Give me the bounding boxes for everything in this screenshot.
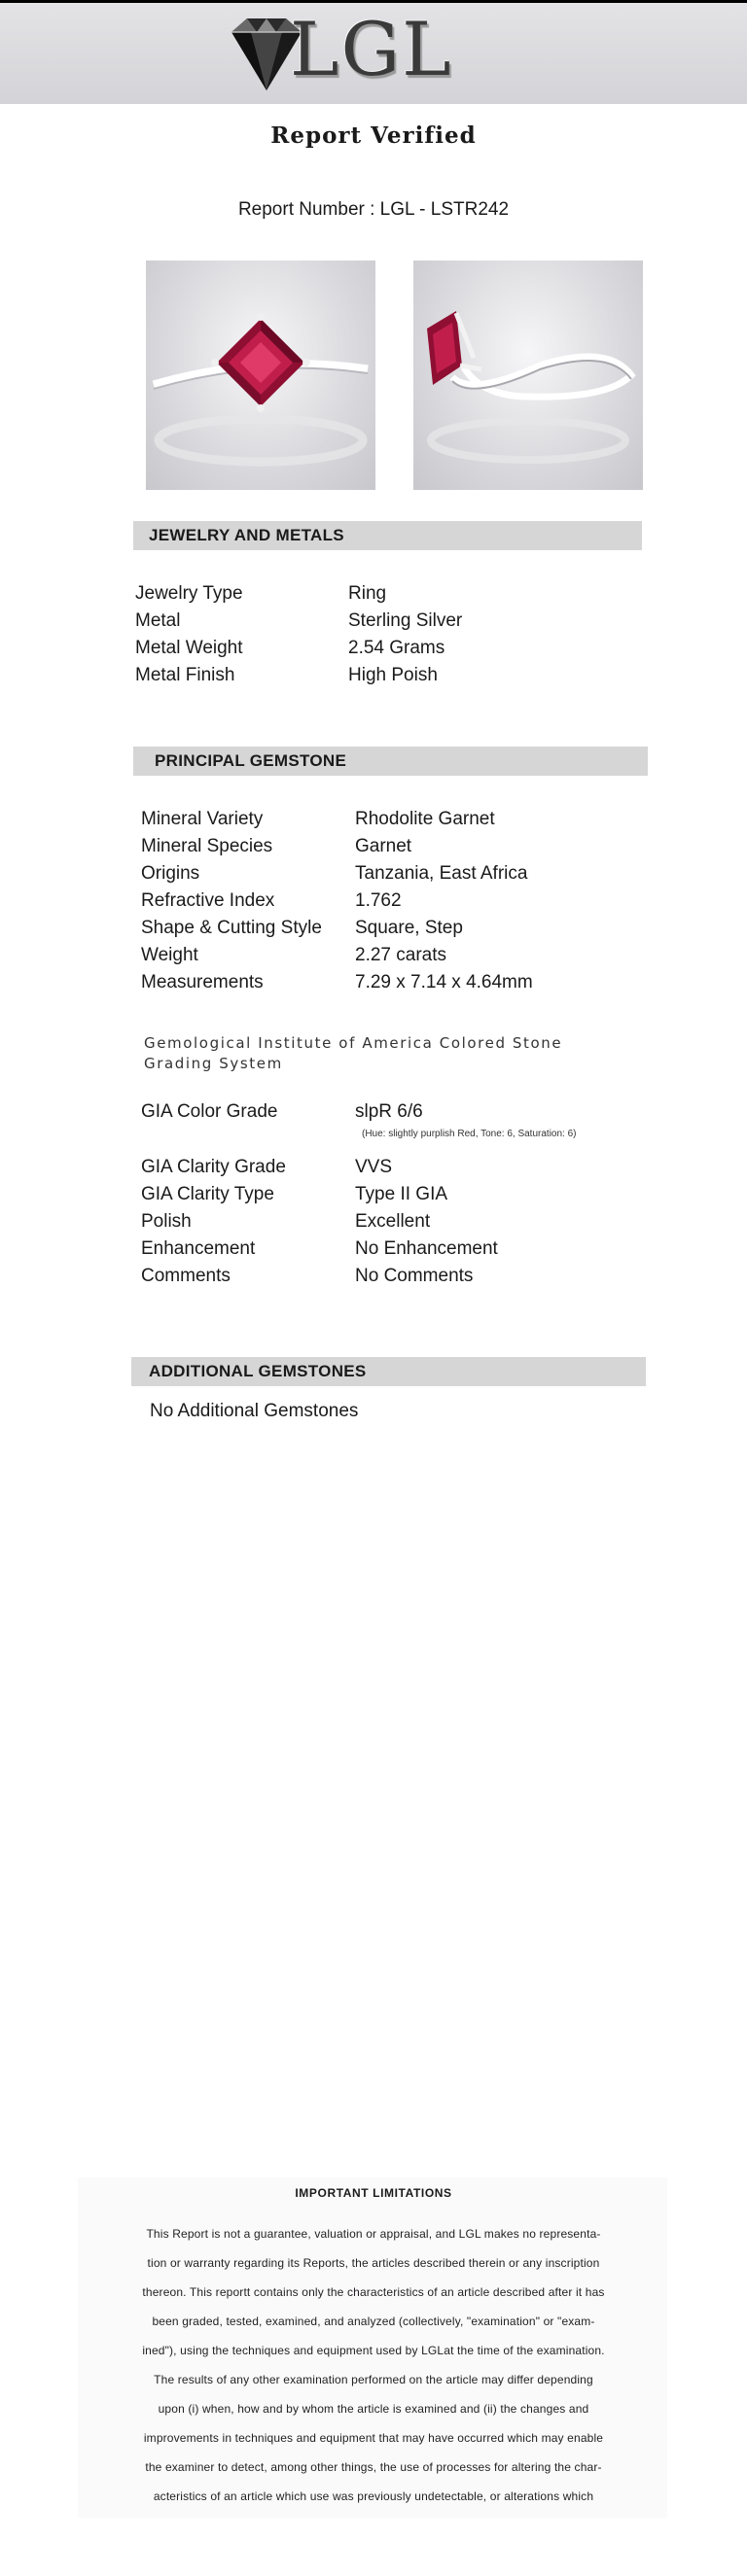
jewelry-value: High Poish <box>348 665 438 685</box>
gemstone-value: Garnet <box>355 836 412 856</box>
section-heading: ADDITIONAL GEMSTONES <box>149 1362 367 1380</box>
gemstone-label: Refractive Index <box>141 890 275 911</box>
color-grade-note: (Hue: slightly purplish Red, Tone: 6, Saturation: 6) <box>362 1129 577 1139</box>
limitations-line: been graded, tested, examined, and analyzed (collectively, "examination" or "exam- <box>152 2315 595 2328</box>
no-additional-gemstones: No Additional Gemstones <box>150 1401 359 1421</box>
gia-color-grade-label: GIA Color Grade <box>141 1101 278 1122</box>
gemstone-label: Mineral Variety <box>141 809 264 829</box>
gemstone-value: 2.27 carats <box>355 945 446 965</box>
section-principal-gemstone <box>133 747 648 776</box>
gemstone-value: Tanzania, East Africa <box>355 863 528 884</box>
logo-text: LGL <box>290 6 453 92</box>
grade-value: No Comments <box>355 1266 474 1286</box>
header-banner <box>0 3 747 104</box>
gia-color-grade-value: slpR 6/6 <box>355 1101 423 1122</box>
jewelry-value: Sterling Silver <box>348 610 463 631</box>
grade-label: Enhancement <box>141 1238 256 1259</box>
gemstone-value: 1.762 <box>355 890 402 911</box>
gemstone-label: Weight <box>141 945 198 965</box>
grade-label: Polish <box>141 1211 192 1232</box>
limitations-line: thereon. This reportt contains only the characteristics of an article described after it has <box>142 2285 605 2299</box>
jewelry-label: Metal Weight <box>135 638 243 658</box>
grade-label: GIA Clarity Type <box>141 1184 274 1204</box>
gemstone-value: 7.29 x 7.14 x 4.64mm <box>355 972 533 992</box>
gemstone-label: Origins <box>141 863 200 884</box>
gemstone-value: Square, Step <box>355 918 463 938</box>
jewelry-value: 2.54 Grams <box>348 638 445 658</box>
limitations-line: The results of any other examination performed on the article may differ depending <box>154 2373 593 2386</box>
limitations-line: acteristics of an article which use was previously undetectable, or alterations which <box>153 2489 594 2503</box>
grade-value: Type II GIA <box>355 1184 448 1204</box>
limitations-heading: IMPORTANT LIMITATIONS <box>295 2186 452 2200</box>
page-title: Report Verified <box>270 122 477 149</box>
gemstone-label: Measurements <box>141 972 264 992</box>
ring-front-photo <box>146 261 375 490</box>
jewelry-label: Metal Finish <box>135 665 235 685</box>
limitations-line: improvements in techniques and equipment that may have occurred which may enable <box>143 2431 604 2445</box>
report-number: Report Number : LGL - LSTR242 <box>237 199 510 220</box>
jewelry-value: Ring <box>348 583 387 604</box>
section-heading: JEWELRY AND METALS <box>149 526 344 544</box>
section-heading: PRINCIPAL GEMSTONE <box>155 751 347 770</box>
section-additional-gemstones <box>131 1357 646 1386</box>
section-jewelry-metals <box>133 521 642 550</box>
jewelry-label: Jewelry Type <box>135 583 243 604</box>
grade-label: Comments <box>141 1266 231 1286</box>
limitations-line: tion or warranty regarding its Reports, the articles described therein or any inscription <box>147 2256 600 2270</box>
grade-value: Excellent <box>355 1211 431 1232</box>
grade-value: VVS <box>355 1157 393 1177</box>
gemstone-label: Shape & Cutting Style <box>141 918 322 938</box>
limitations-line: the examiner to detect, among other things, the use of processes for altering the char- <box>145 2460 602 2474</box>
jewelry-label: Metal <box>135 610 181 631</box>
gemstone-label: Mineral Species <box>141 836 273 856</box>
limitations-line: upon (i) when, how and by whom the article is examined and (ii) the changes and <box>158 2402 589 2416</box>
ring-side-photo <box>413 261 643 490</box>
grade-label: GIA Clarity Grade <box>141 1157 286 1177</box>
limitations-line: ined"), using the techniques and equipment used by LGLat the time of the examination. <box>142 2344 605 2357</box>
gemstone-value: Rhodolite Garnet <box>355 809 495 829</box>
limitations-line: This Report is not a guarantee, valuation or appraisal, and LGL makes no representa- <box>146 2227 601 2241</box>
grade-value: No Enhancement <box>355 1238 498 1259</box>
gia-grading-heading: Gemological Institute of America Colored Stone Grading System <box>144 1034 563 1072</box>
